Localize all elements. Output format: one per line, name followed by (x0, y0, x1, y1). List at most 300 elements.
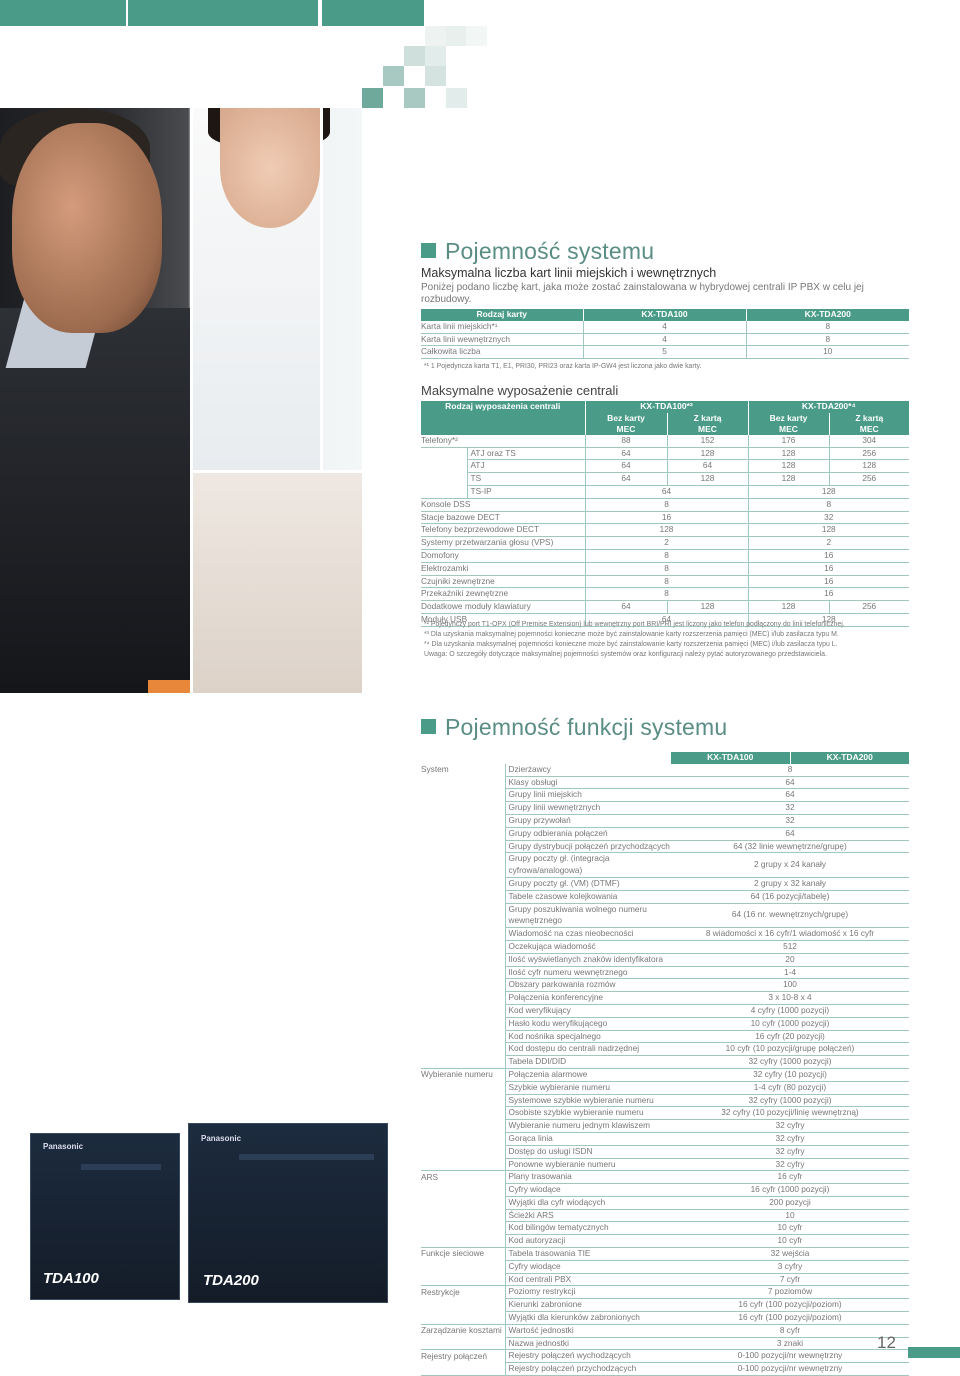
cell: 128 (748, 613, 909, 626)
category-cell: Wybieranie numeru (421, 1068, 505, 1081)
feature-cell: Kod weryfikujący (505, 1004, 671, 1017)
cell: 8 (746, 321, 909, 333)
deco-square (383, 66, 404, 86)
table-row (421, 511, 909, 524)
cell: Domofony (421, 549, 585, 562)
table-row (421, 588, 909, 601)
table-row (421, 992, 909, 1005)
category-cell (421, 979, 505, 992)
cell: 16 (748, 575, 909, 588)
value-cell: 10 (671, 1209, 909, 1222)
deco-square (446, 88, 467, 108)
value-cell: 3 znaki (671, 1337, 909, 1350)
deco-square (404, 88, 425, 108)
cell: 8 (585, 498, 748, 511)
table-row (421, 940, 909, 953)
cell: 128 (667, 473, 748, 486)
value-cell: 32 cyfry (10 pozycji) (671, 1068, 909, 1081)
table-row (421, 1068, 909, 1081)
sub-header: Z kartą (829, 413, 909, 424)
feature-cell: Kod dostępu do centrali nadrzędnej (505, 1043, 671, 1056)
table-row (421, 601, 909, 614)
value-cell: 10 cyfr (1000 pozycji) (671, 1017, 909, 1030)
cell: 16 (585, 511, 748, 524)
cell: Karta linii wewnętrznych (421, 333, 583, 346)
cards-table (421, 309, 909, 359)
table-row (421, 549, 909, 562)
table-row (421, 1273, 909, 1286)
category-cell (421, 1337, 505, 1350)
footnote-4: *⁴ Dla uzyskania maksymalnej pojemności konieczne może być zainstalowanie karty rozszerzenia pamięci (MEC) i/lub zasilacza typu L. (424, 641, 838, 648)
value-cell: 10 cyfr (671, 1235, 909, 1248)
feature-cell: Poziomy restrykcji (505, 1286, 671, 1299)
value-cell: 32 cyfry (1000 pozycji) (671, 1094, 909, 1107)
feature-cell: Grupy linii miejskich (505, 789, 671, 802)
product-tda200 (188, 1123, 388, 1303)
value-cell: 1-4 (671, 966, 909, 979)
header-blank (505, 752, 671, 764)
footnote-1: *¹ 1 Pojedyncza karta T1, E1, PRI30, PRI23 oraz karta IP-GW4 jest liczona jako dwie karty. (424, 363, 702, 370)
cell: 10 (746, 346, 909, 359)
table-row (421, 1196, 909, 1209)
table-row (421, 877, 909, 890)
cell: 304 (829, 435, 909, 447)
value-cell: 32 cyfry (671, 1132, 909, 1145)
cell: 128 (748, 473, 829, 486)
feature-cell: Klasy obsługi (505, 776, 671, 789)
header-bar-2 (128, 0, 318, 26)
table-row (421, 953, 909, 966)
cell: Dodatkowe moduły klawiatury (421, 601, 585, 614)
equipment-heading: Maksymalne wyposażenie centrali (421, 383, 619, 398)
value-cell: 200 pozycji (671, 1196, 909, 1209)
col-header: KX-TDA100*³ (585, 401, 748, 413)
table-row (421, 1324, 909, 1337)
table-row (421, 1145, 909, 1158)
category-cell (421, 1209, 505, 1222)
table-row (421, 928, 909, 941)
cell: 8 (585, 588, 748, 601)
cell: 128 (748, 460, 829, 473)
table-row (421, 979, 909, 992)
category-cell (421, 940, 505, 953)
category-cell (421, 1107, 505, 1120)
value-cell: 0-100 pozycji/nr wewnętrzny (671, 1363, 909, 1376)
feature-cell: Ponowne wybieranie numeru (505, 1158, 671, 1171)
cell: 128 (667, 447, 748, 460)
feature-cell: Ilość cyfr numeru wewnętrznego (505, 966, 671, 979)
table-row (421, 562, 909, 575)
feature-cell: Szybkie wybieranie numeru (505, 1081, 671, 1094)
table-row (421, 1158, 909, 1171)
cell: ATJ (467, 460, 585, 473)
table-row (421, 1094, 909, 1107)
feature-cell: Ilość wyświetlanych znaków identyfikatora (505, 953, 671, 966)
col-header: KX-TDA200 (746, 309, 909, 321)
brand-label: Panasonic (201, 1134, 242, 1143)
feature-cell: Obszary parkowania rozmów (505, 979, 671, 992)
feature-cell: Gorąca linia (505, 1132, 671, 1145)
feature-cell: Nazwa jednostki (505, 1337, 671, 1350)
table-row (421, 524, 909, 537)
sub-header: MEC (748, 424, 829, 435)
value-cell: 32 cyfry (671, 1145, 909, 1158)
sub-header: MEC (829, 424, 909, 435)
table-row (421, 1120, 909, 1133)
cell: 4 (583, 321, 746, 333)
table-row (421, 1132, 909, 1145)
value-cell: 10 cyfr (671, 1222, 909, 1235)
sub-header: MEC (667, 424, 748, 435)
col-header: Rodzaj wyposażenia centrali (421, 401, 585, 413)
table-row (421, 333, 909, 346)
cell: 2 (585, 537, 748, 550)
category-cell (421, 1132, 505, 1145)
cell: TS (467, 473, 585, 486)
value-cell: 8 wiadomości x 16 cyfr/1 wiadomość x 16 cyfr (671, 928, 909, 941)
value-cell: 2 grupy x 24 kanały (671, 853, 909, 878)
cell: 128 (748, 447, 829, 460)
table-row (421, 1337, 909, 1350)
feature-cell: Osobiste szybkie wybieranie numeru (505, 1107, 671, 1120)
category-cell (421, 1120, 505, 1133)
value-cell: 64 (671, 827, 909, 840)
col-header: KX-TDA100 (671, 752, 790, 764)
value-cell: 512 (671, 940, 909, 953)
table-row (421, 1056, 909, 1069)
table-row (421, 485, 909, 498)
cell: 8 (585, 575, 748, 588)
category-cell (421, 776, 505, 789)
category-cell (421, 1145, 505, 1158)
value-cell: 3 cyfry (671, 1260, 909, 1273)
category-cell (421, 789, 505, 802)
table-row (421, 447, 909, 460)
value-cell: 10 cyfr (10 pozycji/grupę połączeń) (671, 1043, 909, 1056)
cell: 152 (667, 435, 748, 447)
cell: 176 (748, 435, 829, 447)
table-row (421, 802, 909, 815)
cell: 16 (748, 588, 909, 601)
cell: 128 (748, 524, 909, 537)
table-row (421, 1363, 909, 1376)
table-row (421, 789, 909, 802)
category-cell (421, 966, 505, 979)
value-cell: 64 (16 pozycji/tabelę) (671, 890, 909, 903)
brand-label: Panasonic (43, 1142, 84, 1151)
table-row (421, 1184, 909, 1197)
feature-cell: Grupy przywołań (505, 814, 671, 827)
table-row (421, 840, 909, 853)
cell: ATJ oraz TS (467, 447, 585, 460)
value-cell: 32 cyfry (10 pozycji/linię wewnętrzną) (671, 1107, 909, 1120)
value-cell: 20 (671, 953, 909, 966)
deco-square (404, 46, 425, 66)
category-cell (421, 853, 505, 878)
category-cell (421, 928, 505, 941)
table-row (421, 473, 909, 486)
category-cell (421, 877, 505, 890)
cell: Czujniki zewnętrzne (421, 575, 585, 588)
category-cell (421, 1004, 505, 1017)
category-cell (421, 1299, 505, 1312)
value-cell: 64 (16 nr. wewnętrznych/grupę) (671, 903, 909, 928)
table-row (421, 1017, 909, 1030)
cell: 16 (748, 549, 909, 562)
deco-square (425, 66, 446, 86)
feature-cell: Systemowe szybkie wybieranie numeru (505, 1094, 671, 1107)
table-row (421, 764, 909, 776)
cell: 8 (746, 333, 909, 346)
feature-cell: Grupy poczty gł. (integracja cyfrowa/analogowa) (505, 853, 671, 878)
cell: Moduły USB (421, 613, 585, 626)
value-cell: 32 (671, 802, 909, 815)
value-cell: 2 grupy x 32 kanały (671, 877, 909, 890)
cell: Stacje bazowe DECT (421, 511, 585, 524)
category-cell (421, 1043, 505, 1056)
cell: 64 (585, 460, 667, 473)
col-header: Rodzaj karty (421, 309, 583, 321)
feature-cell: Dzierżawcy (505, 764, 671, 776)
table-row (421, 853, 909, 878)
feature-cell: Rejestry połączeń wychodzących (505, 1350, 671, 1363)
category-cell (421, 1030, 505, 1043)
cell: 4 (583, 333, 746, 346)
feature-cell: Kod centrali PBX (505, 1273, 671, 1286)
cell: 88 (585, 435, 667, 447)
value-cell: 4 cyfry (1000 pozycji) (671, 1004, 909, 1017)
cell: 32 (748, 511, 909, 524)
value-cell: 7 cyfr (671, 1273, 909, 1286)
feature-cell: Wyjątki dla cyfr wiodących (505, 1196, 671, 1209)
feature-cell: Połączenia konferencyjne (505, 992, 671, 1005)
sub-header: Z kartą (667, 413, 748, 424)
table-row (421, 575, 909, 588)
cell: 128 (829, 460, 909, 473)
equipment-table (421, 401, 909, 627)
value-cell: 8 cyfr (671, 1324, 909, 1337)
section-title-capacity: Pojemność systemu (421, 238, 654, 265)
deco-square (446, 26, 467, 46)
cell: 8 (748, 498, 909, 511)
table-row (421, 1081, 909, 1094)
cards-intro: Poniżej podano liczbę kart, jaka może zostać zainstalowana w hybrydowej centrali IP PBX w celu jej rozbudowy. (421, 282, 864, 305)
table-row (421, 1235, 909, 1248)
cell: 2 (748, 537, 909, 550)
value-cell: 64 (32 linie wewnętrzne/grupę) (671, 840, 909, 853)
feature-cell: Cyfry wiodące (505, 1260, 671, 1273)
category-cell (421, 1273, 505, 1286)
cell: 64 (585, 447, 667, 460)
model-label: TDA100 (43, 1270, 99, 1287)
header-bar-3 (322, 0, 424, 26)
cell: 256 (829, 447, 909, 460)
feature-cell: Hasło kodu weryfikującego (505, 1017, 671, 1030)
feature-cell: Cyfry wiodące (505, 1184, 671, 1197)
header-bar-1 (0, 0, 126, 26)
cell: Elektrozamki (421, 562, 585, 575)
sub-header: Bez karty (748, 413, 829, 424)
footnote-2: *² Pojedynczy port T1-OPX (Off Premise Extension) lub wewnętrzny port BRI/PRI jest liczony jako telefon podłączony do linii telefonicznej. (424, 621, 845, 628)
category-cell: System (421, 764, 505, 776)
deco-square (466, 26, 487, 46)
value-cell: 32 cyfry (671, 1120, 909, 1133)
product-tda100 (30, 1133, 180, 1300)
category-cell (421, 1017, 505, 1030)
cell: Karta linii miejskich*¹ (421, 321, 583, 333)
value-cell: 16 cyfr (20 pozycji) (671, 1030, 909, 1043)
category-cell (421, 890, 505, 903)
category-cell (421, 1056, 505, 1069)
category-cell: ARS (421, 1171, 505, 1184)
cell: 16 (748, 562, 909, 575)
category-cell (421, 814, 505, 827)
category-cell: Zarządzanie kosztami (421, 1324, 505, 1337)
feature-cell: Plany trasowania (505, 1171, 671, 1184)
table-row (421, 1043, 909, 1056)
feature-cell: Kierunki zabronione (505, 1299, 671, 1312)
table-row (421, 776, 909, 789)
hero-photo (0, 108, 362, 693)
table-row (421, 1171, 909, 1184)
feature-cell: Tabela DDI/DID (505, 1056, 671, 1069)
table-row (421, 814, 909, 827)
value-cell: 32 cyfry (671, 1158, 909, 1171)
feature-cell: Grupy dystrybucji połączeń przychodzących (505, 840, 671, 853)
feature-cell: Dostęp do usługi ISDN (505, 1145, 671, 1158)
category-cell (421, 1094, 505, 1107)
col-header: KX-TDA200*⁴ (748, 401, 909, 413)
table-row (421, 346, 909, 359)
footnote-3: *³ Dla uzyskania maksymalnej pojemności konieczne może być zainstalowanie karty rozszerzenia pamięci (MEC) i/lub zasilacza typu M. (424, 631, 839, 638)
table-row (421, 890, 909, 903)
col-header: KX-TDA200 (790, 752, 909, 764)
category-cell (421, 1235, 505, 1248)
category-cell (421, 827, 505, 840)
category-cell (421, 1222, 505, 1235)
page-bar (908, 1347, 960, 1358)
value-cell: 64 (671, 789, 909, 802)
table-row (421, 1350, 909, 1363)
category-cell (421, 840, 505, 853)
page-number: 12 (877, 1333, 896, 1352)
model-label: TDA200 (203, 1272, 259, 1289)
cell: 5 (583, 346, 746, 359)
feature-cell: Grupy poszukiwania wolnego numeru wewnętrznego (505, 903, 671, 928)
cell: 64 (585, 485, 748, 498)
category-cell (421, 1158, 505, 1171)
table-row (421, 435, 909, 447)
cell: Telefony*² (421, 435, 585, 447)
category-cell (421, 953, 505, 966)
category-cell: Funkcje sieciowe (421, 1248, 505, 1261)
value-cell: 100 (671, 979, 909, 992)
table-row (421, 827, 909, 840)
category-cell (421, 1184, 505, 1197)
cell: TS-IP (467, 485, 585, 498)
table-row (421, 321, 909, 333)
table-row (421, 1299, 909, 1312)
category-cell (421, 1081, 505, 1094)
feature-cell: Kod nośnika specjalnego (505, 1030, 671, 1043)
cell: Konsole DSS (421, 498, 585, 511)
section-title-features: Pojemność funkcji systemu (421, 714, 727, 741)
feature-cell: Oczekująca wiadomość (505, 940, 671, 953)
table-row (421, 498, 909, 511)
table-row (421, 1030, 909, 1043)
value-cell: 1-4 cyfr (80 pozycji) (671, 1081, 909, 1094)
category-cell (421, 1363, 505, 1376)
feature-cell: Rejestry połączeń przychodzących (505, 1363, 671, 1376)
cell: 8 (585, 562, 748, 575)
value-cell: 16 cyfr (100 pozycji/poziom) (671, 1312, 909, 1325)
value-cell: 16 cyfr (671, 1171, 909, 1184)
category-cell (421, 1196, 505, 1209)
value-cell: 64 (671, 776, 909, 789)
value-cell: 16 cyfr (100 pozycji/poziom) (671, 1299, 909, 1312)
cell: 64 (585, 613, 748, 626)
cell: 64 (585, 601, 667, 614)
category-cell (421, 802, 505, 815)
value-cell: 8 (671, 764, 909, 776)
table-row (421, 1004, 909, 1017)
feature-cell: Ścieżki ARS (505, 1209, 671, 1222)
cell: 128 (748, 601, 829, 614)
cell: 256 (829, 601, 909, 614)
col-header: KX-TDA100 (583, 309, 746, 321)
category-cell: Restrykcje (421, 1286, 505, 1299)
cards-heading: Maksymalna liczba kart linii miejskich i wewnętrznych (421, 266, 717, 280)
cell: Przekaźniki zewnętrzne (421, 588, 585, 601)
cell: Całkowita liczba (421, 346, 583, 359)
category-cell (421, 1312, 505, 1325)
feature-cell: Grupy linii wewnętrznych (505, 802, 671, 815)
value-cell: 32 cyfry (1000 pozycji) (671, 1056, 909, 1069)
feature-cell: Wartość jednostki (505, 1324, 671, 1337)
value-cell: 32 (671, 814, 909, 827)
feature-cell: Połączenia alarmowe (505, 1068, 671, 1081)
cell: 128 (667, 601, 748, 614)
cell: 8 (585, 549, 748, 562)
sub-header: MEC (585, 424, 667, 435)
value-cell: 0-100 pozycji/nr wewnętrzny (671, 1350, 909, 1363)
table-row (421, 460, 909, 473)
category-cell (421, 903, 505, 928)
deco-square (425, 26, 446, 46)
table-row (421, 1248, 909, 1261)
header-blank (421, 752, 505, 764)
table-row (421, 537, 909, 550)
table-row (421, 1260, 909, 1273)
header-blank (421, 413, 585, 435)
deco-square (362, 88, 383, 108)
feature-cell: Grupy poczty gł. (VM) (DTMF) (505, 877, 671, 890)
value-cell: 16 cyfr (1000 pozycji) (671, 1184, 909, 1197)
value-cell: 7 poziomów (671, 1286, 909, 1299)
table-row (421, 903, 909, 928)
feature-cell: Kod bilingów tematycznych (505, 1222, 671, 1235)
table-row (421, 1222, 909, 1235)
cell: Systemy przetwarzania głosu (VPS) (421, 537, 585, 550)
cell: 128 (585, 524, 748, 537)
cell: 128 (748, 485, 909, 498)
category-cell (421, 1260, 505, 1273)
footnote-note: Uwaga: O szczegóły dotyczące maksymalnej pojemności systemów oraz konfiguracji należy pytać autoryzowanego przedstawiciela. (424, 651, 827, 658)
category-cell (421, 992, 505, 1005)
table-row (421, 966, 909, 979)
value-cell: 3 x 10-8 x 4 (671, 992, 909, 1005)
category-cell: Rejestry połączeń (421, 1350, 505, 1363)
